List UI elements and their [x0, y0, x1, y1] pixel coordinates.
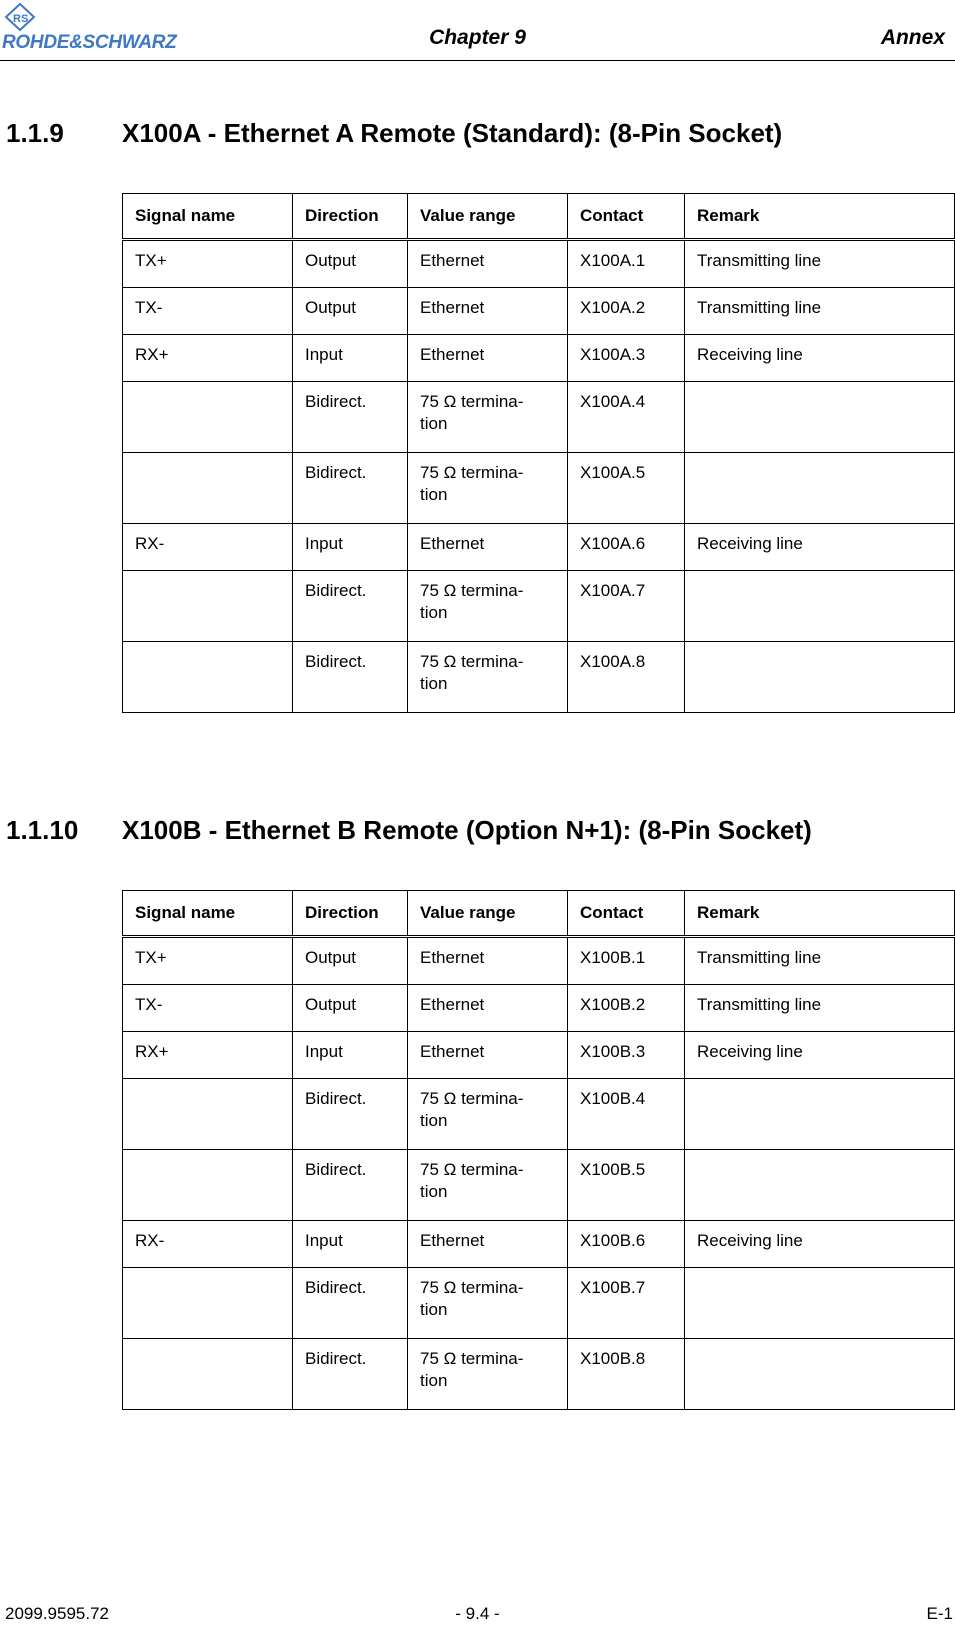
- table-cell: 75 Ω termina- tion: [408, 1268, 568, 1339]
- column-header: Signal name: [123, 194, 293, 240]
- table-cell: X100B.3: [568, 1032, 685, 1079]
- table-cell: Bidirect.: [293, 642, 408, 713]
- table-cell: [685, 453, 955, 524]
- pin-table-x100b: [122, 890, 955, 1410]
- svg-text:RS: RS: [13, 13, 29, 25]
- table-row: [123, 382, 955, 453]
- table-cell: Output: [293, 985, 408, 1032]
- column-header: Value range: [408, 194, 568, 240]
- table-cell: Input: [293, 1032, 408, 1079]
- table-row: [123, 335, 955, 382]
- table-cell: Ethernet: [408, 524, 568, 571]
- footer-doc-number: 2099.9595.72: [5, 1604, 109, 1623]
- column-header: Direction: [293, 194, 408, 240]
- page-header-chapter: Chapter 9: [429, 26, 526, 49]
- table-header-row: [123, 194, 955, 240]
- table-cell: TX-: [123, 985, 293, 1032]
- table-cell: X100B.2: [568, 985, 685, 1032]
- table-cell: 75 Ω termina- tion: [408, 453, 568, 524]
- table-row: [123, 453, 955, 524]
- table-cell: 75 Ω termina- tion: [408, 1339, 568, 1410]
- table-cell: Ethernet: [408, 240, 568, 288]
- table-cell: X100A.7: [568, 571, 685, 642]
- table-cell: Ethernet: [408, 1221, 568, 1268]
- footer-edition: E-1: [926, 1604, 953, 1623]
- table-cell: RX-: [123, 1221, 293, 1268]
- table-row: [123, 1079, 955, 1150]
- column-header: Contact: [568, 891, 685, 937]
- table-cell: Transmitting line: [685, 937, 955, 985]
- table-header-row: [123, 891, 955, 937]
- table-cell: [685, 571, 955, 642]
- table-cell: X100A.1: [568, 240, 685, 288]
- page-header-section: Annex: [880, 26, 945, 49]
- table-cell: Ethernet: [408, 335, 568, 382]
- table-cell: Receiving line: [685, 1221, 955, 1268]
- section-number: 1.1.9: [6, 118, 64, 148]
- table-cell: X100B.6: [568, 1221, 685, 1268]
- table-cell: [685, 1339, 955, 1410]
- table-cell: X100A.2: [568, 288, 685, 335]
- table-cell: [123, 382, 293, 453]
- table-row: [123, 524, 955, 571]
- table-cell: Transmitting line: [685, 288, 955, 335]
- table-cell: RX-: [123, 524, 293, 571]
- table-cell: Bidirect.: [293, 1268, 408, 1339]
- table-cell: [685, 642, 955, 713]
- table-cell: Ethernet: [408, 937, 568, 985]
- table-cell: Input: [293, 524, 408, 571]
- column-header: Signal name: [123, 891, 293, 937]
- table-cell: Receiving line: [685, 524, 955, 571]
- table-cell: [123, 642, 293, 713]
- table-cell: RX+: [123, 335, 293, 382]
- table-row: [123, 1268, 955, 1339]
- table-cell: Bidirect.: [293, 1150, 408, 1221]
- table-cell: [123, 1150, 293, 1221]
- column-header: Direction: [293, 891, 408, 937]
- section-title: X100A - Ethernet A Remote (Standard): (8-Pin Socket): [122, 118, 783, 148]
- table-cell: Transmitting line: [685, 985, 955, 1032]
- table-cell: X100A.4: [568, 382, 685, 453]
- table-cell: [123, 1339, 293, 1410]
- table-cell: [123, 571, 293, 642]
- header-divider: [0, 60, 955, 61]
- table-cell: [685, 1079, 955, 1150]
- section-number: 1.1.10: [6, 815, 79, 845]
- column-header: Remark: [685, 194, 955, 240]
- table-row: [123, 937, 955, 985]
- table-cell: X100A.8: [568, 642, 685, 713]
- table-cell: X100A.5: [568, 453, 685, 524]
- table-cell: Output: [293, 937, 408, 985]
- table-row: [123, 642, 955, 713]
- table-cell: Ethernet: [408, 288, 568, 335]
- table-row: [123, 288, 955, 335]
- table-cell: X100B.7: [568, 1268, 685, 1339]
- table-cell: X100B.8: [568, 1339, 685, 1410]
- table-cell: Bidirect.: [293, 571, 408, 642]
- table-cell: [123, 453, 293, 524]
- table-cell: [685, 1268, 955, 1339]
- footer-page-number: - 9.4 -: [455, 1604, 500, 1623]
- table-row: [123, 1339, 955, 1410]
- logo-text: ROHDE&SCHWARZ: [2, 32, 177, 53]
- table-cell: Receiving line: [685, 335, 955, 382]
- table-cell: 75 Ω termina- tion: [408, 642, 568, 713]
- column-header: Remark: [685, 891, 955, 937]
- table-cell: RX+: [123, 1032, 293, 1079]
- table-cell: Ethernet: [408, 985, 568, 1032]
- table-cell: Bidirect.: [293, 382, 408, 453]
- table-row: [123, 985, 955, 1032]
- table-cell: Receiving line: [685, 1032, 955, 1079]
- table-cell: X100A.3: [568, 335, 685, 382]
- table-cell: Bidirect.: [293, 1079, 408, 1150]
- pin-table-x100a: [122, 193, 955, 713]
- table-cell: Bidirect.: [293, 453, 408, 524]
- table-cell: Transmitting line: [685, 240, 955, 288]
- column-header: Contact: [568, 194, 685, 240]
- table-cell: 75 Ω termina- tion: [408, 1150, 568, 1221]
- section-heading-x100b: [6, 815, 812, 846]
- table-cell: Output: [293, 240, 408, 288]
- table-cell: Bidirect.: [293, 1339, 408, 1410]
- section-heading-x100a: [6, 118, 782, 149]
- section-title: X100B - Ethernet B Remote (Option N+1): (8-Pin Socket): [122, 815, 812, 845]
- table-cell: X100B.4: [568, 1079, 685, 1150]
- table-row: [123, 1150, 955, 1221]
- table-cell: X100A.6: [568, 524, 685, 571]
- table-cell: 75 Ω termina- tion: [408, 382, 568, 453]
- table-cell: 75 Ω termina- tion: [408, 571, 568, 642]
- table-cell: [123, 1268, 293, 1339]
- table-cell: TX+: [123, 937, 293, 985]
- table-cell: Ethernet: [408, 1032, 568, 1079]
- table-cell: Input: [293, 1221, 408, 1268]
- table-row: [123, 240, 955, 288]
- table-row: [123, 1221, 955, 1268]
- table-cell: [123, 1079, 293, 1150]
- table-cell: Output: [293, 288, 408, 335]
- column-header: Value range: [408, 891, 568, 937]
- table-cell: [685, 1150, 955, 1221]
- table-cell: X100B.1: [568, 937, 685, 985]
- table-cell: 75 Ω termina- tion: [408, 1079, 568, 1150]
- table-cell: X100B.5: [568, 1150, 685, 1221]
- table-cell: TX-: [123, 288, 293, 335]
- table-row: [123, 571, 955, 642]
- table-cell: Input: [293, 335, 408, 382]
- table-cell: TX+: [123, 240, 293, 288]
- table-cell: [685, 382, 955, 453]
- table-row: [123, 1032, 955, 1079]
